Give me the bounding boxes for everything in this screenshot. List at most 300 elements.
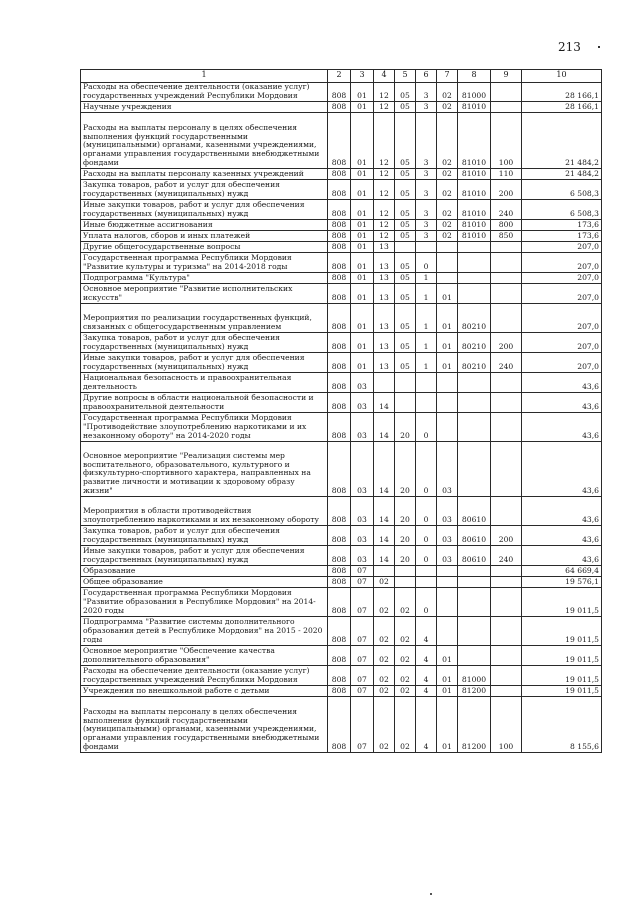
amount-cell: 19 011,5	[522, 588, 602, 617]
code-cell: 200	[491, 180, 522, 200]
code-cell: 1	[416, 353, 437, 373]
code-cell: 20	[395, 497, 416, 526]
row-name-cell: Национальная безопасность и правоохранительная деятельность	[81, 373, 328, 393]
row-name-cell: Расходы на выплаты персоналу в целях обеспечения выполнения функций государственными (муниципальными) органами, казенными учреждениями, органами управления государственными внебюджетными фондами	[81, 697, 328, 753]
table-row	[81, 526, 602, 546]
code-cell	[491, 273, 522, 284]
code-cell	[491, 577, 522, 588]
code-cell: 100	[491, 697, 522, 753]
code-cell: 05	[395, 353, 416, 373]
table-row	[81, 220, 602, 231]
code-cell	[491, 304, 522, 333]
code-cell: 12	[374, 102, 395, 113]
code-cell: 0	[416, 526, 437, 546]
code-cell: 4	[416, 686, 437, 697]
code-cell: 808	[328, 413, 351, 442]
table-row	[81, 686, 602, 697]
code-cell: 808	[328, 231, 351, 242]
table-row	[81, 617, 602, 646]
table-row	[81, 242, 602, 253]
code-cell: 240	[491, 546, 522, 566]
table-row	[81, 566, 602, 577]
amount-cell: 207,0	[522, 242, 602, 253]
code-cell: 12	[374, 113, 395, 169]
code-cell: 02	[374, 646, 395, 666]
code-cell: 01	[437, 697, 458, 753]
row-name-cell: Уплата налогов, сборов и иных платежей	[81, 231, 328, 242]
code-cell: 02	[437, 102, 458, 113]
code-cell: 02	[395, 617, 416, 646]
code-cell: 02	[374, 697, 395, 753]
row-name-cell: Основное мероприятие "Реализация системы мер воспитательного, образовательного, культурного и физкультурно-спортивного характера, направленных на развитие личности и мотивации к здоровому образу жизни"	[81, 442, 328, 497]
code-cell: 02	[395, 666, 416, 686]
table-row	[81, 697, 602, 753]
amount-cell: 21 484,2	[522, 169, 602, 180]
code-cell: 81010	[458, 200, 491, 220]
code-cell	[458, 566, 491, 577]
amount-cell: 173,6	[522, 220, 602, 231]
table-row	[81, 169, 602, 180]
code-cell: 81010	[458, 180, 491, 200]
code-cell	[491, 253, 522, 273]
code-cell: 81000	[458, 83, 491, 102]
row-name-cell: Государственная программа Республики Мордовия "Развитие образования в Республике Мордовия" на 2014-2020 годы	[81, 588, 328, 617]
row-name-cell: Расходы на выплаты персоналу казенных учреждений	[81, 169, 328, 180]
code-cell: 808	[328, 333, 351, 353]
row-name-cell: Мероприятия в области противодействия злоупотреблению наркотиками и их незаконному обороту	[81, 497, 328, 526]
code-cell: 01	[437, 686, 458, 697]
code-cell: 808	[328, 686, 351, 697]
code-cell: 07	[351, 577, 374, 588]
code-cell: 4	[416, 617, 437, 646]
code-cell: 05	[395, 253, 416, 273]
code-cell: 4	[416, 666, 437, 686]
code-cell: 03	[437, 526, 458, 546]
code-cell: 01	[351, 353, 374, 373]
code-cell: 808	[328, 577, 351, 588]
code-cell: 02	[437, 231, 458, 242]
code-cell: 81010	[458, 231, 491, 242]
amount-cell: 43,6	[522, 373, 602, 393]
code-cell	[491, 373, 522, 393]
code-cell: 808	[328, 304, 351, 333]
code-cell: 12	[374, 220, 395, 231]
code-cell: 808	[328, 442, 351, 497]
table-row	[81, 304, 602, 333]
code-cell: 3	[416, 231, 437, 242]
table-row	[81, 253, 602, 273]
code-cell: 05	[395, 113, 416, 169]
code-cell	[491, 242, 522, 253]
code-cell: 20	[395, 546, 416, 566]
code-cell: 03	[351, 546, 374, 566]
row-name-cell: Другие общегосударственные вопросы	[81, 242, 328, 253]
amount-cell: 28 166,1	[522, 83, 602, 102]
code-cell: 13	[374, 304, 395, 333]
code-cell: 3	[416, 102, 437, 113]
column-header: 9	[491, 70, 522, 83]
row-name-cell: Другие вопросы в области национальной безопасности и правоохранительной деятельности	[81, 393, 328, 413]
code-cell: 01	[351, 113, 374, 169]
code-cell	[395, 577, 416, 588]
page-number: 213	[558, 40, 581, 54]
code-cell: 01	[351, 102, 374, 113]
code-cell: 81010	[458, 220, 491, 231]
amount-cell: 19 011,5	[522, 617, 602, 646]
amount-cell: 19 011,5	[522, 666, 602, 686]
code-cell	[437, 413, 458, 442]
row-name-cell: Научные учреждения	[81, 102, 328, 113]
code-cell: 808	[328, 220, 351, 231]
code-cell: 808	[328, 353, 351, 373]
code-cell	[491, 284, 522, 304]
code-cell: 81200	[458, 686, 491, 697]
code-cell	[491, 666, 522, 686]
code-cell: 808	[328, 617, 351, 646]
code-cell	[437, 577, 458, 588]
code-cell	[437, 617, 458, 646]
code-cell: 14	[374, 442, 395, 497]
code-cell: 01	[351, 284, 374, 304]
code-cell: 808	[328, 526, 351, 546]
code-cell	[491, 686, 522, 697]
code-cell: 03	[437, 546, 458, 566]
code-cell: 02	[395, 697, 416, 753]
row-name-cell: Иные закупки товаров, работ и услуг для обеспечения государственных (муниципальных) нужд	[81, 200, 328, 220]
code-cell: 07	[351, 617, 374, 646]
code-cell: 01	[437, 284, 458, 304]
code-cell: 3	[416, 83, 437, 102]
code-cell: 05	[395, 231, 416, 242]
code-cell: 13	[374, 333, 395, 353]
code-cell: 05	[395, 83, 416, 102]
code-cell: 01	[351, 220, 374, 231]
table-row	[81, 231, 602, 242]
code-cell: 05	[395, 102, 416, 113]
amount-cell: 64 669,4	[522, 566, 602, 577]
code-cell: 808	[328, 546, 351, 566]
table-row	[81, 273, 602, 284]
amount-cell: 28 166,1	[522, 102, 602, 113]
code-cell	[437, 393, 458, 413]
code-cell: 14	[374, 526, 395, 546]
code-cell: 13	[374, 253, 395, 273]
amount-cell: 6 508,3	[522, 180, 602, 200]
code-cell: 13	[374, 242, 395, 253]
row-name-cell: Закупка товаров, работ и услуг для обеспечения государственных (муниципальных) нужд	[81, 333, 328, 353]
code-cell: 3	[416, 169, 437, 180]
code-cell: 808	[328, 588, 351, 617]
code-cell	[416, 373, 437, 393]
code-cell: 1	[416, 304, 437, 333]
row-name-cell: Расходы на выплаты персоналу в целях обеспечения выполнения функций государственными (муниципальными) органами, казенными учреждениями, органами управления государственными внебюджетными фондами	[81, 113, 328, 169]
code-cell	[458, 577, 491, 588]
code-cell: 14	[374, 546, 395, 566]
code-cell: 100	[491, 113, 522, 169]
table-row	[81, 284, 602, 304]
code-cell: 01	[351, 180, 374, 200]
code-cell: 01	[437, 333, 458, 353]
row-name-cell: Иные закупки товаров, работ и услуг для обеспечения государственных (муниципальных) нужд	[81, 353, 328, 373]
column-header: 5	[395, 70, 416, 83]
code-cell: 3	[416, 220, 437, 231]
code-cell: 81000	[458, 666, 491, 686]
table-row	[81, 577, 602, 588]
code-cell: 80210	[458, 304, 491, 333]
table-row	[81, 333, 602, 353]
code-cell: 03	[351, 413, 374, 442]
code-cell: 0	[416, 588, 437, 617]
code-cell: 01	[437, 304, 458, 333]
code-cell: 07	[351, 646, 374, 666]
scan-dot	[430, 893, 432, 895]
code-cell: 02	[437, 200, 458, 220]
code-cell: 808	[328, 284, 351, 304]
code-cell	[437, 242, 458, 253]
code-cell: 808	[328, 200, 351, 220]
code-cell: 0	[416, 413, 437, 442]
table-header-row	[81, 70, 602, 83]
code-cell: 03	[437, 497, 458, 526]
code-cell: 01	[351, 273, 374, 284]
code-cell	[374, 566, 395, 577]
amount-cell: 173,6	[522, 231, 602, 242]
table-row	[81, 180, 602, 200]
code-cell: 808	[328, 273, 351, 284]
code-cell: 81010	[458, 169, 491, 180]
code-cell: 80610	[458, 526, 491, 546]
code-cell: 80610	[458, 546, 491, 566]
code-cell: 808	[328, 102, 351, 113]
code-cell: 808	[328, 697, 351, 753]
code-cell: 808	[328, 113, 351, 169]
code-cell: 1	[416, 284, 437, 304]
amount-cell: 43,6	[522, 526, 602, 546]
amount-cell: 207,0	[522, 284, 602, 304]
row-name-cell: Расходы на обеспечение деятельности (оказание услуг) государственных учреждений Республики Мордовия	[81, 666, 328, 686]
code-cell	[416, 577, 437, 588]
code-cell	[458, 413, 491, 442]
code-cell	[491, 646, 522, 666]
code-cell: 14	[374, 413, 395, 442]
code-cell: 81010	[458, 102, 491, 113]
code-cell	[491, 588, 522, 617]
code-cell: 01	[351, 231, 374, 242]
amount-cell: 43,6	[522, 497, 602, 526]
code-cell: 200	[491, 333, 522, 353]
table-row	[81, 588, 602, 617]
amount-cell: 43,6	[522, 413, 602, 442]
code-cell: 01	[351, 304, 374, 333]
code-cell	[491, 566, 522, 577]
table-row	[81, 373, 602, 393]
scan-dot	[598, 46, 600, 48]
code-cell: 808	[328, 373, 351, 393]
code-cell: 0	[416, 546, 437, 566]
code-cell: 03	[351, 497, 374, 526]
code-cell: 05	[395, 304, 416, 333]
code-cell	[437, 253, 458, 273]
code-cell	[437, 373, 458, 393]
row-name-cell: Закупка товаров, работ и услуг для обеспечения государственных (муниципальных) нужд	[81, 180, 328, 200]
code-cell: 01	[351, 169, 374, 180]
code-cell: 13	[374, 284, 395, 304]
row-name-cell: Основное мероприятие "Обеспечение качества дополнительного образования"	[81, 646, 328, 666]
table-row	[81, 113, 602, 169]
code-cell: 13	[374, 273, 395, 284]
code-cell: 80210	[458, 333, 491, 353]
code-cell	[458, 373, 491, 393]
code-cell: 1	[416, 273, 437, 284]
code-cell	[491, 497, 522, 526]
code-cell: 808	[328, 393, 351, 413]
code-cell	[458, 442, 491, 497]
amount-cell: 207,0	[522, 304, 602, 333]
code-cell: 01	[351, 200, 374, 220]
code-cell: 07	[351, 588, 374, 617]
code-cell	[491, 442, 522, 497]
code-cell: 07	[351, 566, 374, 577]
code-cell: 02	[374, 588, 395, 617]
code-cell: 14	[374, 393, 395, 413]
code-cell: 03	[351, 442, 374, 497]
code-cell: 12	[374, 83, 395, 102]
code-cell: 14	[374, 497, 395, 526]
code-cell: 01	[437, 666, 458, 686]
row-name-cell: Иные бюджетные ассигнования	[81, 220, 328, 231]
code-cell	[437, 566, 458, 577]
code-cell	[437, 588, 458, 617]
code-cell: 02	[374, 686, 395, 697]
table-row	[81, 413, 602, 442]
row-name-cell: Мероприятия по реализации государственных функций, связанных с общегосударственным управлением	[81, 304, 328, 333]
table-row	[81, 200, 602, 220]
table-row	[81, 666, 602, 686]
code-cell: 01	[351, 253, 374, 273]
code-cell: 07	[351, 686, 374, 697]
row-name-cell: Закупка товаров, работ и услуг для обеспечения государственных (муниципальных) нужд	[81, 526, 328, 546]
column-header: 3	[351, 70, 374, 83]
code-cell: 20	[395, 526, 416, 546]
table-row	[81, 102, 602, 113]
row-name-cell: Подпрограмма "Культура"	[81, 273, 328, 284]
row-name-cell: Основное мероприятие "Развитие исполнительских искусств"	[81, 284, 328, 304]
code-cell: 02	[395, 646, 416, 666]
code-cell	[437, 273, 458, 284]
amount-cell: 43,6	[522, 393, 602, 413]
code-cell: 20	[395, 413, 416, 442]
code-cell	[416, 566, 437, 577]
code-cell: 3	[416, 113, 437, 169]
code-cell: 01	[351, 333, 374, 353]
code-cell: 808	[328, 169, 351, 180]
code-cell: 02	[374, 666, 395, 686]
table-row	[81, 442, 602, 497]
code-cell: 07	[351, 697, 374, 753]
amount-cell: 207,0	[522, 333, 602, 353]
code-cell: 4	[416, 697, 437, 753]
code-cell: 80210	[458, 353, 491, 373]
code-cell: 80610	[458, 497, 491, 526]
amount-cell: 19 011,5	[522, 646, 602, 666]
code-cell: 850	[491, 231, 522, 242]
code-cell: 05	[395, 200, 416, 220]
code-cell	[491, 393, 522, 413]
code-cell: 01	[437, 646, 458, 666]
code-cell: 01	[351, 242, 374, 253]
table-row	[81, 353, 602, 373]
code-cell	[395, 373, 416, 393]
column-header: 7	[437, 70, 458, 83]
budget-table	[80, 69, 602, 753]
code-cell: 0	[416, 497, 437, 526]
amount-cell: 43,6	[522, 546, 602, 566]
code-cell	[458, 253, 491, 273]
code-cell: 3	[416, 200, 437, 220]
code-cell	[491, 102, 522, 113]
column-header: 1	[81, 70, 328, 83]
code-cell: 01	[351, 83, 374, 102]
code-cell	[458, 284, 491, 304]
amount-cell: 207,0	[522, 273, 602, 284]
code-cell: 03	[351, 526, 374, 546]
code-cell: 808	[328, 666, 351, 686]
code-cell: 3	[416, 180, 437, 200]
code-cell: 12	[374, 200, 395, 220]
code-cell: 240	[491, 353, 522, 373]
code-cell	[458, 242, 491, 253]
code-cell: 03	[351, 393, 374, 413]
code-cell: 01	[437, 353, 458, 373]
code-cell: 13	[374, 353, 395, 373]
code-cell	[374, 373, 395, 393]
amount-cell: 6 508,3	[522, 200, 602, 220]
code-cell: 05	[395, 284, 416, 304]
table-row	[81, 497, 602, 526]
code-cell	[416, 242, 437, 253]
row-name-cell: Учреждения по внешкольной работе с детьми	[81, 686, 328, 697]
code-cell: 81200	[458, 697, 491, 753]
code-cell: 03	[437, 442, 458, 497]
table-row	[81, 646, 602, 666]
code-cell	[491, 413, 522, 442]
code-cell	[491, 83, 522, 102]
code-cell	[458, 393, 491, 413]
amount-cell: 8 155,6	[522, 697, 602, 753]
code-cell	[416, 393, 437, 413]
row-name-cell: Образование	[81, 566, 328, 577]
code-cell: 20	[395, 442, 416, 497]
code-cell: 07	[351, 666, 374, 686]
amount-cell: 207,0	[522, 253, 602, 273]
code-cell: 03	[351, 373, 374, 393]
code-cell: 02	[374, 617, 395, 646]
amount-cell: 207,0	[522, 353, 602, 373]
code-cell	[395, 242, 416, 253]
code-cell: 02	[437, 113, 458, 169]
code-cell: 0	[416, 442, 437, 497]
code-cell: 808	[328, 180, 351, 200]
code-cell	[458, 646, 491, 666]
code-cell: 12	[374, 180, 395, 200]
row-name-cell: Общее образование	[81, 577, 328, 588]
table-row	[81, 546, 602, 566]
code-cell: 02	[437, 220, 458, 231]
code-cell: 81010	[458, 113, 491, 169]
table-row	[81, 83, 602, 102]
code-cell: 808	[328, 566, 351, 577]
code-cell	[458, 588, 491, 617]
